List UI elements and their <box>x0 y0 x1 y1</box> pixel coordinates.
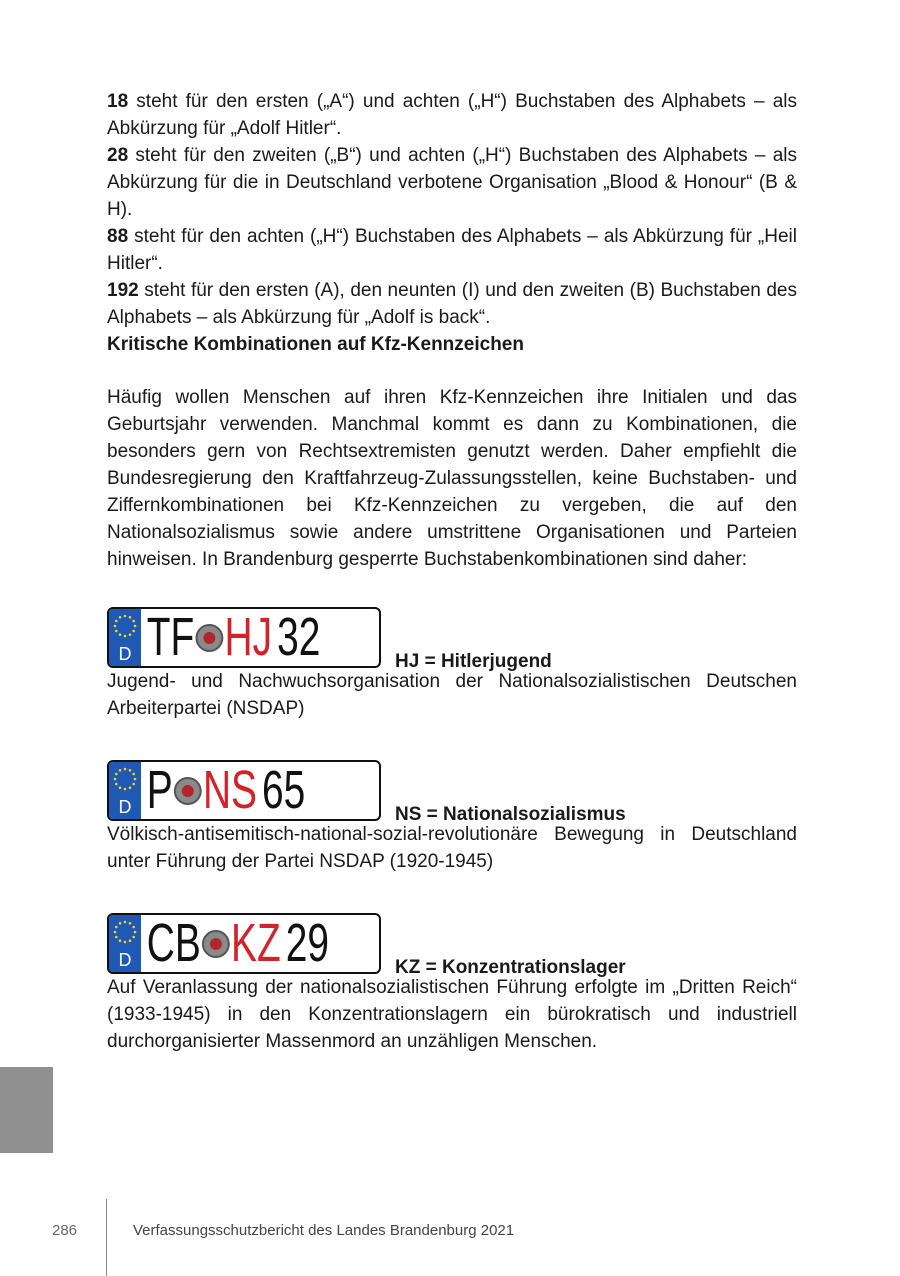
paragraph-28 <box>107 142 797 223</box>
registration-seal-icon <box>174 777 202 805</box>
country-code: D <box>118 644 132 664</box>
plate-description: Auf Veranlassung der nationalsozialistischen Führung erfolgte im „Dritten Reich“ (1933-1945) in den Konzentrationslagern ein bürokratisch und industriell durchorganisierter Massenmord an unzähligen Menschen. <box>107 977 797 1052</box>
code-number: 28 <box>107 145 129 166</box>
code-explanation: steht für den ersten (A), den neunten (I) und den zweiten (B) Buchstaben des Alphabets – als Abkürzung für „Adolf is back“. <box>107 280 797 328</box>
country-code: D <box>118 950 132 970</box>
footer-title: Verfassungsschutzbericht des Landes Brandenburg 2021 <box>133 1222 515 1239</box>
plate-characters <box>141 915 329 972</box>
plate-characters <box>141 762 305 819</box>
section-intro: Häufig wollen Menschen auf ihren Kfz-Kennzeichen ihre Initialen und das Geburtsjahr verwenden. Manchmal kommt es dann zu Kombinationen, die besonders gern von Rechtsextremisten genutzt werden. Daher empfiehlt die Bundesregierung den Kraftfahrzeug-Zulassungsstellen, keine Buchstaben- und Ziffernkombinationen bei Kfz-Kennzeichen zu vergeben, die auf den Nationalsozialismus sowie andere umstrittene Organisationen und Parteien hinweisen. In Brandenburg gesperrte Buchstabenkombinationen sind daher: <box>107 387 797 570</box>
plate-label: HJ = Hitlerjugend <box>395 651 552 672</box>
plate-description: Jugend- und Nachwuchsorganisation der Nationalsozialistischen Deutschen Arbeiterpartei (NSDAP) <box>107 671 797 719</box>
plate-letters: KZ <box>231 913 281 973</box>
code-number: 18 <box>107 91 129 112</box>
plate-city-code: CB <box>146 913 201 973</box>
registration-seal-icon <box>195 624 223 652</box>
section-heading: Kritische Kombinationen auf Kfz-Kennzeichen <box>107 334 524 355</box>
license-plate <box>107 913 381 974</box>
plate-row-ns <box>107 760 797 825</box>
plate-characters <box>141 609 320 666</box>
plate-number: 65 <box>261 760 306 820</box>
license-plate <box>107 607 381 668</box>
eu-band <box>109 915 141 972</box>
eu-band <box>109 762 141 819</box>
code-explanation: steht für den zweiten („B“) und achten („H“) Buchstaben des Alphabets – als Abkürzung für die in Deutschland verbotene Organisation „Blood & Honour“ (B & H). <box>107 145 797 220</box>
license-plate <box>107 760 381 821</box>
code-number: 192 <box>107 280 139 301</box>
plate-description: Völkisch-antisemitisch-national-sozial-revolutionäre Bewegung in Deutschland unter Führung der Partei NSDAP (1920-1945) <box>107 824 797 872</box>
page-content <box>107 88 797 1055</box>
paragraph-88 <box>107 223 797 277</box>
registration-seal-icon <box>202 930 230 958</box>
plate-city-code: P <box>146 760 173 820</box>
eu-stars-icon <box>112 919 138 945</box>
plate-number: 29 <box>285 913 329 973</box>
plate-letters: NS <box>202 760 257 820</box>
code-explanation: steht für den achten („H“) Buchstaben des Alphabets – als Abkürzung für „Heil Hitler“. <box>107 226 797 274</box>
paragraph-192 <box>107 277 797 331</box>
eu-band <box>109 609 141 666</box>
plate-row-kz <box>107 913 797 978</box>
code-explanation: steht für den ersten („A“) und achten („H“) Buchstaben des Alphabets – als Abkürzung für „Adolf Hitler“. <box>107 91 797 139</box>
plate-letters: HJ <box>224 607 273 667</box>
eu-stars-icon <box>112 766 138 792</box>
plate-label: KZ = Konzentrationslager <box>395 957 626 978</box>
page-number: 286 <box>52 1222 78 1239</box>
plate-number: 32 <box>277 607 321 667</box>
code-number: 88 <box>107 226 129 247</box>
plate-label: NS = Nationalsozialismus <box>395 804 626 825</box>
paragraph-18 <box>107 88 797 142</box>
side-tab-marker <box>0 1067 53 1153</box>
plate-city-code: TF <box>146 607 195 667</box>
eu-stars-icon <box>112 613 138 639</box>
plate-row-hj <box>107 607 797 672</box>
country-code: D <box>118 797 132 817</box>
footer-divider <box>106 1199 107 1276</box>
